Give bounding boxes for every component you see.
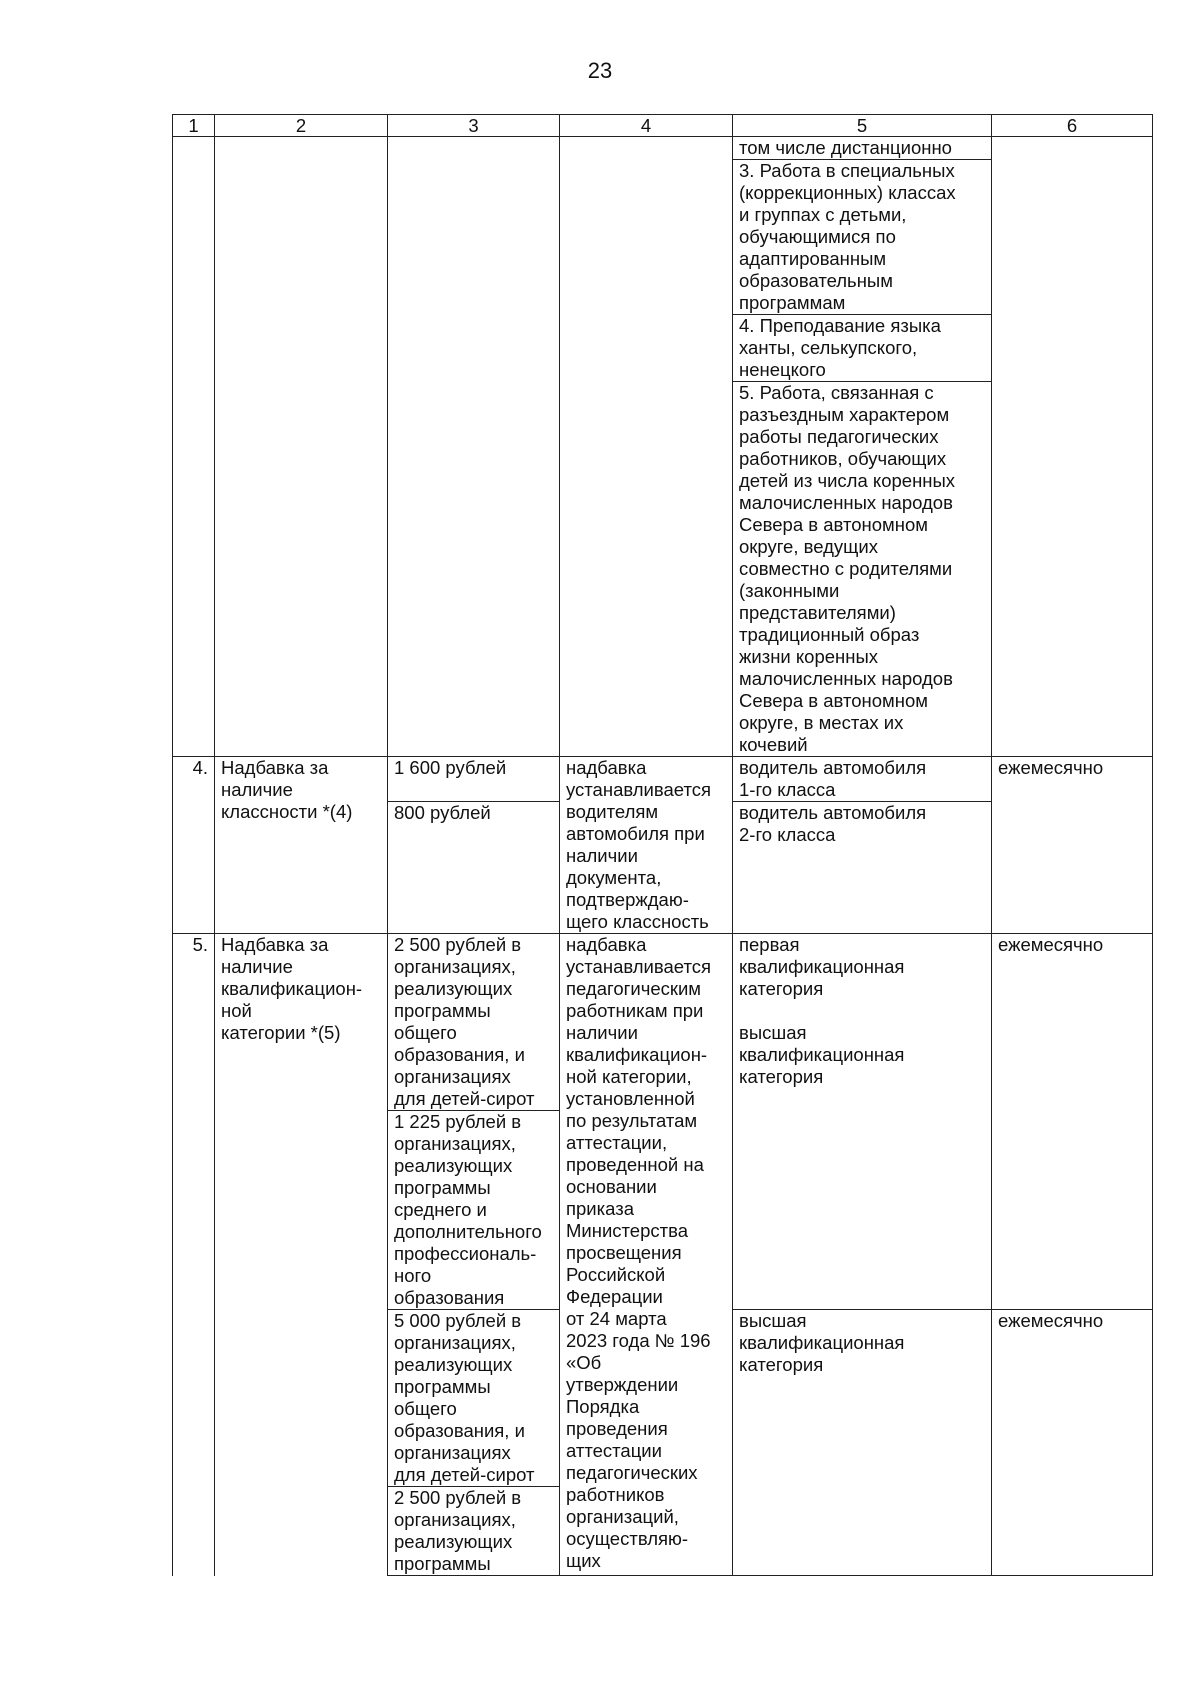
- cont-condition-cell: [560, 137, 733, 757]
- cont-amount-cell: [388, 137, 560, 757]
- allowance-condition: надбавка устанавливается водителям автомобиля при наличии документа, подтверждаю- щего классность: [560, 757, 733, 934]
- allowance-amount: 800 рублей: [388, 802, 560, 934]
- allowance-table: [172, 114, 1153, 1576]
- row-number: 5.: [173, 934, 215, 1576]
- cont-criterion-cell: том числе дистанционно: [733, 137, 992, 160]
- col-header-3: 3: [388, 115, 560, 137]
- cont-criterion-cell: 3. Работа в специальных (коррекционных) классах и группах с детьми, обучающимися по адаптированным образовательным программам: [733, 160, 992, 315]
- allowance-criterion: высшая квалификационная категория: [733, 1310, 992, 1576]
- allowance-criterion: водитель автомобиля 1-го класса: [733, 757, 992, 802]
- col-header-2: 2: [215, 115, 388, 137]
- payment-period: ежемесячно: [992, 1310, 1153, 1576]
- allowance-condition: надбавка устанавливается педагогическим работникам при наличии квалификацион- ной категории, установленной по результатам аттестации, проведенной на основании приказа Министерства просвещения Российской Федерации от 24 марта 2023 года № 196 «Об утверждении Порядка проведения аттестации педагогических работников организаций, осуществляю- щих: [560, 934, 733, 1576]
- cont-criterion-cell: 4. Преподавание языка ханты, селькупского, ненецкого: [733, 315, 992, 382]
- cont-period-cell: [992, 137, 1153, 757]
- allowance-name: Надбавка за наличие квалификацион- ной категории *(5): [215, 934, 388, 1576]
- col-header-1: 1: [173, 115, 215, 137]
- allowance-amount: 2 500 рублей в организациях, реализующих программы общего образования, и организациях для детей-сирот: [388, 934, 560, 1111]
- col-header-5: 5: [733, 115, 992, 137]
- cont-num-cell: [173, 137, 215, 757]
- table-row: [173, 934, 1153, 1111]
- cont-criterion-cell: 5. Работа, связанная с разъездным характером работы педагогических работников, обучающих детей из числа коренных малочисленных народов Севера в автономном округе, ведущих совместно с родителями (законными представителями) традиционный образ жизни коренных малочисленных народов Севера в автономном округе, в местах их кочевий: [733, 382, 992, 757]
- allowance-criterion: водитель автомобиля 2-го класса: [733, 802, 992, 934]
- col-header-4: 4: [560, 115, 733, 137]
- row-number: 4.: [173, 757, 215, 934]
- payment-period: ежемесячно: [992, 934, 1153, 1310]
- header-row: [173, 115, 1153, 137]
- payment-period: ежемесячно: [992, 757, 1153, 934]
- allowance-criterion: первая квалификационная категория высшая квалификационная категория: [733, 934, 992, 1310]
- page-number: 23: [587, 58, 613, 83]
- allowance-amount: 2 500 рублей в организациях, реализующих программы: [388, 1487, 560, 1576]
- continuation-row: [173, 137, 1153, 160]
- allowance-name: Надбавка за наличие классности *(4): [215, 757, 388, 934]
- allowance-amount: 1 600 рублей: [388, 757, 560, 802]
- allowance-amount: 1 225 рублей в организациях, реализующих программы среднего и дополнительного профессиональ- ного образования: [388, 1111, 560, 1310]
- col-header-6: 6: [992, 115, 1153, 137]
- table-row: [173, 757, 1153, 802]
- cont-name-cell: [215, 137, 388, 757]
- allowance-amount: 5 000 рублей в организациях, реализующих программы общего образования, и организациях для детей-сирот: [388, 1310, 560, 1487]
